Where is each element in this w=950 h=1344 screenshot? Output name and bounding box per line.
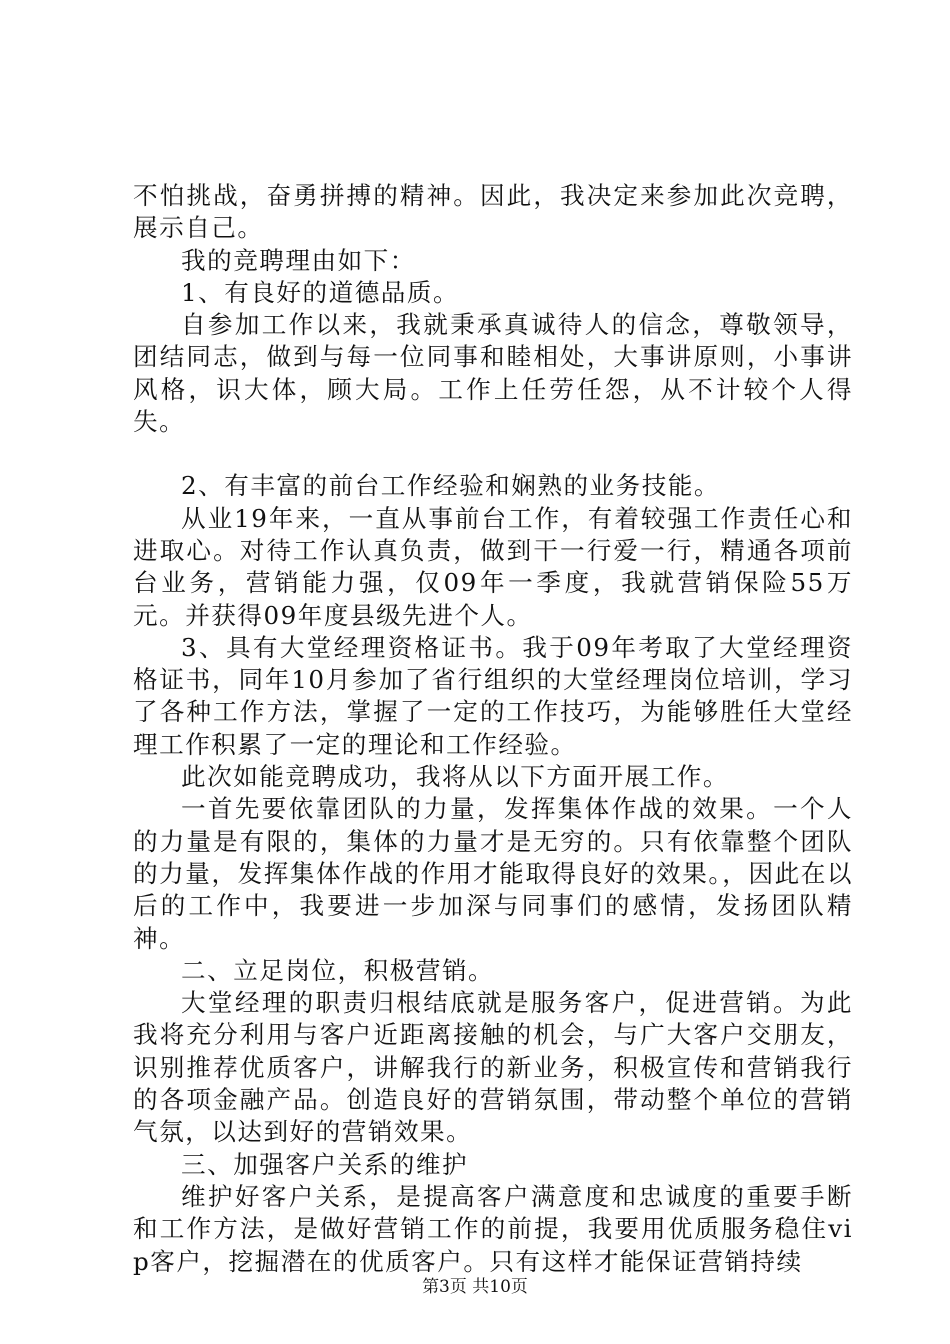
paragraph-plan-2-body: 大堂经理的职责归根结底就是服务客户，促进营销。为此我将充分利用与客户近距离接触的机会，与广大客户交朋友，识别推荐优质客户，讲解我行的新业务，积极宣传和营销我行的各项金融产品。创造良好的营销氛围，带动整个单位的营销气氛，以达到好的营销效果。 bbox=[133, 988, 853, 1147]
paragraph-plan-intro: 此次如能竞聘成功，我将从以下方面开展工作。 bbox=[181, 762, 729, 792]
paragraph-reason-1-body: 自参加工作以来，我就秉承真诚待人的信念，尊敬领导，团结同志，做到与每一位同事和睦相处，大事讲原则，小事讲风格，识大体，顾大局。工作上任劳任怨，从不计较个人得失。 bbox=[133, 310, 853, 437]
paragraph-plan-1: 一首先要依靠团队的力量，发挥集体作战的效果。一个人的力量是有限的，集体的力量才是无穷的。只有依靠整个团队的力量，发挥集体作战的作用才能取得良好的效果。，因此在以后的工作中，我要进一步加深与同事们的感情，发扬团队精神。 bbox=[133, 794, 853, 953]
paragraph-plan-3-body: 维护好客户关系，是提高客户满意度和忠诚度的重要手断和工作方法，是做好营销工作的前提，我要用优质服务稳住vip客户，挖掘潜在的优质客户。只有这样才能保证营销持续 bbox=[133, 1181, 853, 1276]
paragraph-spacer bbox=[133, 438, 853, 470]
paragraph-reason-2-heading: 2、有丰富的前台工作经验和娴熟的业务技能。 bbox=[181, 471, 721, 501]
paragraph-reason-1-heading: 1、有良好的道德品质。 bbox=[181, 277, 460, 307]
paragraph-plan-3-heading: 三、加强客户关系的维护 bbox=[181, 1149, 469, 1179]
document-body bbox=[133, 180, 853, 1278]
page-number-footer: 第3页 共10页 bbox=[422, 1277, 528, 1297]
paragraph-plan-2-heading: 二、立足岗位，积极营销。 bbox=[181, 955, 495, 985]
paragraph-intro-continuation: 不怕挑战，奋勇拼搏的精神。因此，我决定来参加此次竞聘，展示自己。 bbox=[133, 181, 853, 243]
paragraph-reasons-heading: 我的竞聘理由如下： bbox=[181, 245, 416, 275]
paragraph-reason-3: 3、具有大堂经理资格证书。我于09年考取了大堂经理资格证书，同年10月参加了省行组织的大堂经理岗位培训，学习了各种工作方法，掌握了一定的工作技巧，为能够胜任大堂经理工作积累了一定的理论和工作经验。 bbox=[133, 632, 853, 759]
paragraph-reason-2-body: 从业19年来，一直从事前台工作，有着较强工作责任心和进取心。对待工作认真负责，做到干一行爱一行，精通各项前台业务，营销能力强，仅09年一季度，我就营销保险55万元。并获得09年度县级先进个人。 bbox=[133, 503, 853, 630]
